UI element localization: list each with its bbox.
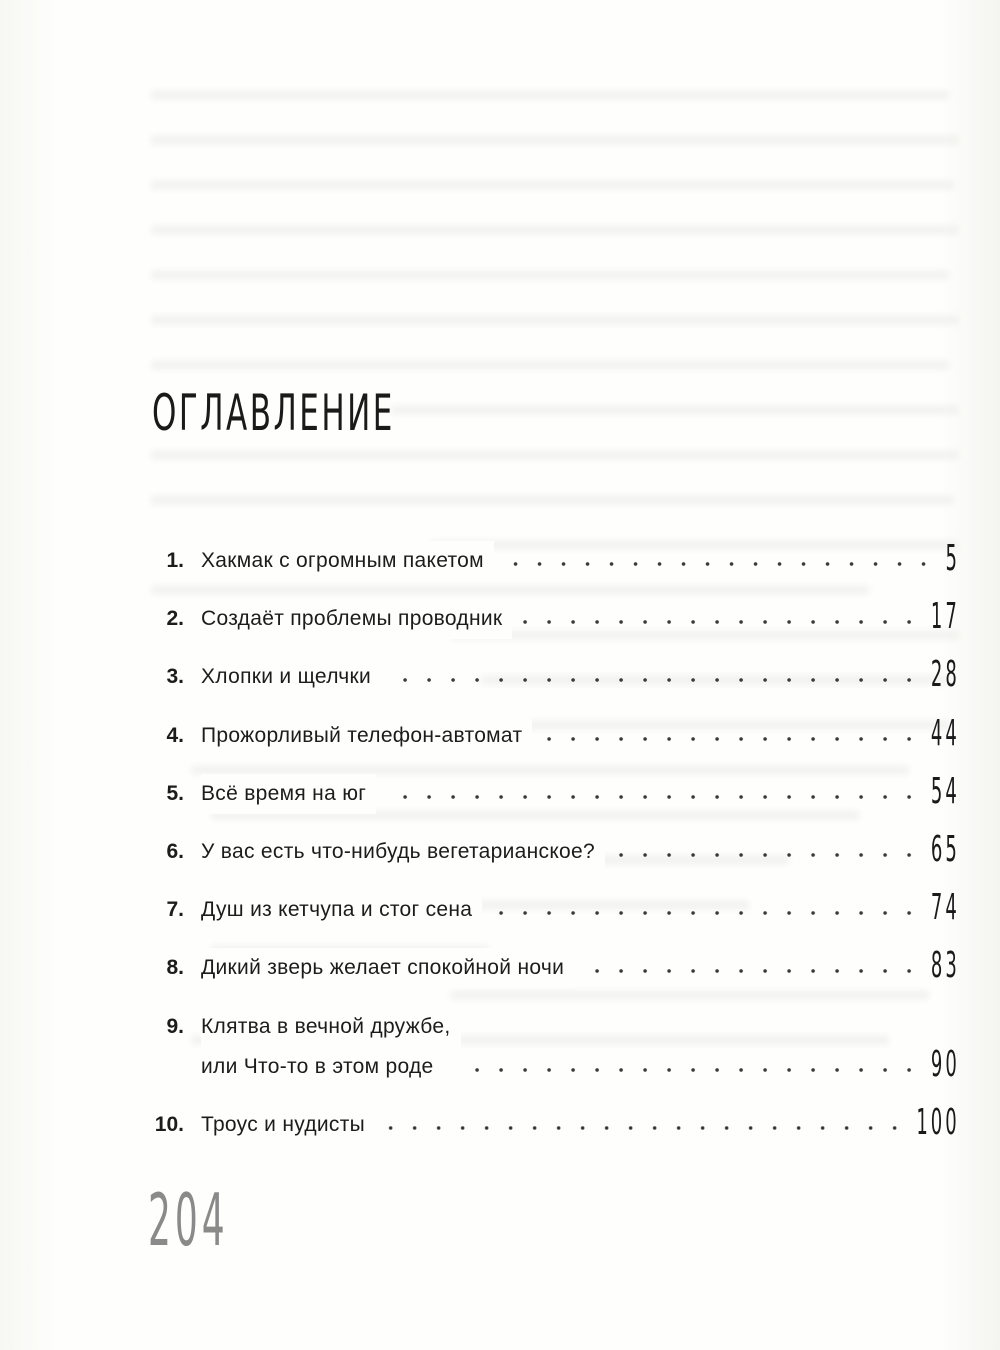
bleed-line xyxy=(150,360,950,370)
toc-entry-title-line: Хакмак с огромным пакетом xyxy=(201,549,484,572)
toc-entry[interactable] xyxy=(0,712,1000,756)
bleed-line xyxy=(150,225,960,235)
dot-leader xyxy=(389,678,921,682)
toc-entry-page: 28 xyxy=(931,654,960,696)
toc-entry-number: 10. xyxy=(154,1112,184,1136)
dot-leader xyxy=(384,795,921,799)
toc-entry-number: 2. xyxy=(166,607,184,631)
toc-entry-title-line: Душ из кетчупа и стог сена xyxy=(201,898,473,922)
bleed-line xyxy=(150,315,960,325)
bleed-line xyxy=(150,450,960,460)
toc-entry-title xyxy=(201,832,605,872)
toc-entry[interactable] xyxy=(0,770,1000,814)
toc-entry-title xyxy=(201,541,494,581)
toc-entry-title-line: Троус и нудисты xyxy=(201,1112,366,1136)
bleed-line xyxy=(150,135,960,145)
toc-entry-title-line: Прожорливый телефон-автомат xyxy=(201,723,523,747)
toc-entry-page: 65 xyxy=(931,829,960,870)
toc-entry-page: 54 xyxy=(931,770,960,812)
dot-leader xyxy=(469,1068,921,1072)
page-title: ОГЛАВЛЕНИЕ xyxy=(152,384,395,442)
toc-entry-page: 90 xyxy=(931,1043,960,1085)
bleed-line xyxy=(390,405,960,415)
dot-leader xyxy=(582,969,921,973)
dot-leader xyxy=(520,620,921,624)
toc-entry[interactable] xyxy=(0,654,1000,697)
toc-entry-number: 6. xyxy=(166,840,184,863)
dot-leader xyxy=(383,1126,907,1130)
bleed-line xyxy=(150,180,955,190)
dot-leader xyxy=(613,853,921,857)
toc-entry[interactable] xyxy=(0,945,1000,988)
toc-entry[interactable] xyxy=(0,887,1000,930)
toc-entry-title-line: или Что-то в этом роде xyxy=(201,1054,434,1078)
toc-entry-number: 7. xyxy=(166,898,184,922)
toc-entry-title xyxy=(201,774,376,814)
toc-entry-title xyxy=(201,716,532,756)
bleed-line xyxy=(450,990,930,1000)
toc-entry-page: 100 xyxy=(916,1101,960,1143)
toc-entry-page: 74 xyxy=(931,887,960,929)
toc-entry-title-line: Всё время на юг xyxy=(201,781,367,805)
toc-entry-title xyxy=(201,1105,375,1145)
toc-entry[interactable] xyxy=(0,829,1000,872)
toc-entry-number: 9. xyxy=(166,1014,184,1038)
bleed-line xyxy=(150,90,950,100)
bleed-line xyxy=(150,495,955,505)
page-number: 204 xyxy=(148,1178,229,1262)
toc-entry-title xyxy=(201,657,381,697)
toc-entry-page: 83 xyxy=(931,945,960,987)
toc-entry-number: 1. xyxy=(166,549,184,572)
toc-entry-title xyxy=(201,1007,461,1087)
toc-entry-title xyxy=(201,599,512,639)
toc-entry-title xyxy=(201,890,482,930)
toc-entry-title-line: Создаёт проблемы проводник xyxy=(201,607,503,631)
toc-entry-title-line: Хлопки и щелчки xyxy=(201,665,372,689)
toc-entry-title xyxy=(201,948,574,988)
toc-entry[interactable] xyxy=(0,596,1000,639)
toc-entry-number: 5. xyxy=(166,781,184,805)
toc-entry-page: 44 xyxy=(931,712,960,754)
toc-entry-page: 17 xyxy=(931,596,960,638)
toc-entry[interactable] xyxy=(0,1101,1000,1145)
toc-entry[interactable] xyxy=(0,1007,1000,1087)
dot-leader xyxy=(490,911,921,915)
toc-entry-number: 8. xyxy=(166,956,184,980)
toc-entry-number: 3. xyxy=(166,665,184,689)
toc-entry-title-line: У вас есть что-нибудь вегетарианское? xyxy=(201,840,595,863)
toc-entry-page: 5 xyxy=(945,538,960,579)
toc-entry[interactable] xyxy=(0,538,1000,581)
toc-entry-title-line: Клятва в вечной дружбе, xyxy=(201,1014,451,1038)
bleed-line xyxy=(150,585,870,595)
dot-leader xyxy=(502,562,936,566)
toc-entry-number: 4. xyxy=(166,723,184,747)
toc-entry-title-line: Дикий зверь желает спокойной ночи xyxy=(201,956,565,980)
dot-leader xyxy=(540,737,921,741)
bleed-line xyxy=(150,270,950,280)
